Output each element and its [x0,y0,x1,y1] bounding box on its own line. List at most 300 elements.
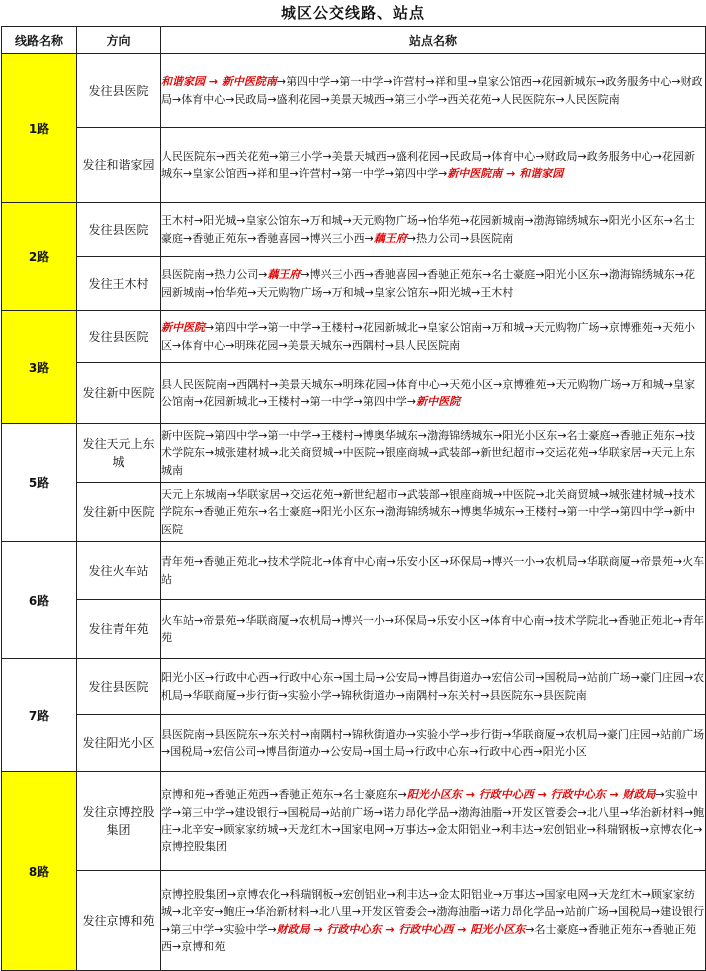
arrow-icon: → [309,905,319,919]
arrow-icon: → [427,905,437,919]
arrow-icon: → [439,149,450,163]
arrow-icon: → [353,321,363,335]
arrow-icon: → [650,727,661,741]
stop-name: 建设银行 [660,905,705,919]
arrow-icon: → [214,922,224,936]
stop-name: 美景天城东 [278,377,334,391]
stop-name: 实验小学 [287,688,332,702]
stop-name: 国税局 [170,745,204,758]
arrow-icon: → [480,613,490,627]
table-row [2,542,706,600]
arrow-icon: → [333,671,343,685]
stop-name: 国税局 [544,671,578,685]
arrow-icon: → [557,428,567,442]
stop-name: 体育中心南 [489,613,545,627]
arrow-icon: → [586,823,596,836]
arrow-icon: → [278,805,288,819]
stop-name: 公安局 [384,671,418,685]
arrow-icon: → [205,727,215,741]
arrow-icon: → [693,823,703,836]
stop-name: 豪门庄园 [606,727,651,741]
arrow-icon: → [630,671,640,685]
stop-name: 京博农化 [649,823,694,836]
arrow-icon: → [331,613,341,627]
arrow-icon: → [227,377,237,391]
arrow-icon: → [578,922,588,936]
stop-name: 王楼村 [524,505,558,519]
stop-name-highlighted: 新中医院 [416,395,461,408]
route-stops [161,311,706,363]
arrow-icon: → [639,823,650,836]
stop-name: 香驰喜园 [256,231,301,245]
stop-name: 祥和里 [256,167,290,180]
arrow-icon: → [381,922,399,936]
stop-name: 名士豪庭 [161,214,695,245]
arrow-icon: → [652,149,662,163]
arrow-icon: → [608,905,618,919]
stop-name: 政务服务中心 [605,75,672,89]
route-direction: 发往县医院 [77,311,161,363]
stop-name: 皇家公馆西 [192,167,248,180]
stop-name: 科瑞钢板 [289,887,334,901]
route-stops [161,363,706,424]
arrow-icon: → [320,805,330,819]
arrow-icon: → [438,92,448,106]
stop-name: 体育中心 [491,149,536,163]
arrow-icon: → [672,555,683,569]
route-line-name: 3路 [2,311,77,424]
stop-name: 热力公司 [416,231,461,245]
stop-name: 京博农化 [236,887,281,901]
arrow-icon: → [278,823,288,836]
arrow-icon: → [342,727,352,741]
stop-name: 技术学院北 [553,613,609,627]
arrow-icon: → [493,428,503,442]
stop-name: 帝景苑 [203,613,237,627]
arrow-icon: → [450,505,461,519]
stop-name: 体育中心 [181,338,226,352]
arrow-icon: → [333,788,343,802]
arrow-icon: → [205,428,215,442]
stop-name: 科瑞钢板 [595,823,640,836]
arrow-icon: → [227,487,237,501]
stop-name: 东关村 [447,688,481,702]
arrow-icon: → [482,268,492,282]
stop-name: 博兴一小 [491,555,536,569]
stop-name: 花园新城北 [203,395,259,408]
stop-name: 怡华苑 [427,214,461,228]
arrow-icon: → [386,887,396,901]
arrow-icon: → [353,395,363,408]
table-row [2,363,706,424]
arrow-icon: → [471,446,481,460]
stop-name: 国土局 [342,671,376,685]
stop-name: 国家电网 [340,823,385,836]
arrow-icon: → [216,149,226,163]
table-row [2,772,706,871]
arrow-icon: → [515,505,525,519]
arrow-icon: → [342,338,352,352]
arrow-icon: → [194,555,204,569]
stop-name: 京博控股集团 [161,840,227,854]
stop-name: 渤海油脂 [436,905,481,919]
arrow-icon: → [309,922,327,936]
stop-name: 新世纪超市 [480,446,536,460]
stop-name: 行政中心西 [214,671,270,685]
arrow-icon: → [619,805,629,819]
arrow-icon: → [577,555,587,569]
stop-name: 第四中学 [394,167,439,180]
route-stops [161,871,706,971]
arrow-icon: → [333,377,343,391]
stop-name: 鲍庄 [161,805,705,836]
stop-name: 名士豪庭 [534,922,579,936]
stop-name: 万和城 [491,321,525,335]
stop-name: 利丰达 [500,823,534,836]
arrow-icon: → [641,887,651,901]
arrow-icon: → [599,268,609,282]
stop-name: 县医院南 [161,727,205,741]
stop-name: 阳光小区 [161,671,205,685]
arrow-icon: → [256,745,266,758]
arrow-icon: → [183,167,193,180]
stop-name: 天元购物广场 [256,285,323,299]
stop-name: 县人民医院南 [161,377,227,391]
arrow-icon: → [438,167,448,180]
stop-name: 环保局 [394,613,428,627]
stop-name: 京博和苑 [161,788,205,802]
stop-name: 天元购物广场 [351,214,418,228]
stop-name: 第四中学 [214,428,259,442]
arrow-icon: → [247,285,257,299]
route-body [2,54,706,971]
arrow-icon: → [493,887,503,901]
arrow-icon: → [672,613,683,627]
stop-name: 北八里 [586,805,620,819]
stop-name: 乐安小区 [395,555,440,569]
arrow-icon: → [194,505,204,519]
arrow-icon: → [227,887,237,901]
arrow-icon: → [655,788,665,802]
stop-name: 宏创铝业 [342,887,387,901]
arrow-icon: → [439,555,450,569]
stop-name: 北八里 [318,905,352,919]
stop-name: 帝景苑 [639,555,673,569]
stop-name: 明珠花园 [342,377,387,391]
arrow-icon: → [205,788,215,802]
stop-name: 国家电网 [544,887,589,901]
stop-name: 火车站 [161,613,194,627]
arrow-icon: → [276,75,287,89]
arrow-icon: → [599,321,609,335]
arrow-icon: → [471,285,481,299]
arrow-icon: → [469,745,479,758]
stop-name: 步行街 [469,727,503,741]
stop-name: 国土局 [372,745,406,758]
table-row [2,203,706,257]
arrow-icon: → [236,613,246,627]
stop-name: 体育中心 [181,92,226,106]
stop-name: 怡华苑 [214,285,248,299]
stop-name: 许营村 [392,75,426,89]
stop-name: 青年苑 [161,613,705,644]
stop-name-highlighted: 财政局 [622,788,656,802]
stop-name: 博奥华城东 [460,505,516,519]
arrow-icon: → [280,887,290,901]
stop-name: 北关商贸城 [544,487,600,501]
stop-name: 新中医院 [161,428,205,442]
table-row [2,54,706,128]
route-direction: 发往京博和苑 [77,871,161,971]
arrow-icon: → [183,688,193,702]
stop-name: 农机局 [564,727,598,741]
arrow-icon: → [161,922,171,936]
arrow-icon: → [342,214,352,228]
stop-name: 华联商厦 [192,688,237,702]
arrow-icon: → [205,321,215,335]
stop-name: 农机局 [544,555,578,569]
stop-name-highlighted: 新中医院 [161,321,205,335]
stop-name: 人民医院南 [564,92,620,106]
stop-name: 西隅村 [351,338,385,352]
arrow-icon: → [397,788,407,802]
arrow-icon: → [161,745,171,758]
route-direction: 发往王木村 [77,257,161,311]
stop-name: 金太阳铝业 [438,887,494,901]
arrow-icon: → [172,939,182,953]
stop-name: 银座商城 [449,487,494,501]
stop-name: 王木村 [161,214,194,228]
stop-name: 第一中学 [309,395,354,408]
arrow-icon: → [205,75,222,89]
stop-name: 开发区管委会 [361,905,428,919]
arrow-icon: → [300,727,310,741]
arrow-icon: → [605,788,623,802]
stop-name: 财政局 [544,149,578,163]
route-direction: 发往京博控股集团 [77,772,161,871]
stop-name: 东关村 [267,727,301,741]
stop-name: 美景天城西 [331,149,387,163]
route-direction: 发往县医院 [77,659,161,715]
stop-name: 皇家公馆南 [427,321,483,335]
stop-name: 热力公司 [214,268,259,282]
arrow-icon: → [480,688,490,702]
arrow-icon: → [172,338,182,352]
stop-name: 南隅村 [309,727,343,741]
arrow-icon: → [449,805,459,819]
stop-name: 鲍庄 [223,905,246,919]
stop-name: 政务服务中心 [586,149,653,163]
stop-name: 第一中学 [340,167,385,180]
stop-name: 天元购物广场 [533,321,600,335]
arrow-icon: → [417,214,428,228]
route-stops [161,203,706,257]
stop-name: 交运花苑 [289,487,334,501]
arrow-icon: → [311,428,321,442]
arrow-icon: → [428,446,439,460]
arrow-icon: → [247,231,257,245]
arrow-icon: → [384,92,395,106]
stop-name: 锦秋街道办 [340,688,396,702]
stop-name: 农机局 [298,613,332,627]
stop-name: 阳光小区东 [544,268,600,282]
stop-name: 华治新材料 [254,905,310,919]
route-stops [161,424,706,483]
route-line-name: 8路 [2,772,77,971]
arrow-icon: → [531,75,542,89]
stop-name: 站前广场 [564,905,609,919]
arrow-icon: → [384,613,395,627]
stop-name: 香驰正苑东 [427,268,483,282]
route-line-name: 7路 [2,659,77,772]
stop-name: 香驰正苑东 [619,428,675,442]
stop-name: 县医院南 [542,688,587,702]
route-stops [161,600,706,659]
arrow-icon: → [172,823,182,836]
stop-name: 万事达 [394,823,428,836]
arrow-icon: → [395,688,406,702]
arrow-icon: → [533,823,543,836]
arrow-icon: → [258,555,268,569]
arrow-icon: → [525,922,535,936]
arrow-icon: → [331,167,341,180]
table-row [2,424,706,483]
arrow-icon: → [331,823,341,836]
arrow-icon: → [384,823,395,836]
arrow-icon: → [203,745,213,758]
stop-name: 天元上东城南 [161,446,695,477]
stop-name: 城张建材城 [214,446,270,460]
stop-name: 天龙红木 [597,887,642,901]
stop-name-highlighted: 行政中心西 [478,788,534,802]
arrow-icon: → [674,268,684,282]
stop-name: 美景天城东 [287,338,343,352]
arrow-icon: → [375,671,385,685]
table-row [2,871,706,971]
stop-name: 县医院东 [214,727,259,741]
arrow-icon: → [397,487,407,501]
stop-name: 行政中心东 [278,671,334,685]
route-stops [161,772,706,871]
arrow-icon: → [269,788,279,802]
table-row [2,659,706,715]
stop-name: 渤海锦绣城东 [533,214,600,228]
arrow-icon: → [269,377,279,391]
stop-name: 诺力昂化学品 [489,905,556,919]
stop-name: 渤海锦绣城东 [608,268,675,282]
stop-name: 技术学院东 [161,428,695,460]
arrow-icon: → [225,805,235,819]
stop-name: 豪门庄园 [639,671,684,685]
arrow-icon: → [386,377,396,391]
arrow-icon: → [577,149,587,163]
arrow-icon: → [194,395,204,408]
arrow-icon: → [535,268,545,282]
arrow-icon: → [535,887,545,901]
arrow-icon: → [375,505,385,519]
arrow-icon: → [577,671,587,685]
stop-name: 县医院南 [469,231,514,245]
stop-name: 香驰正苑西 [214,788,270,802]
stop-name: 阳光城 [438,285,472,299]
arrow-icon: → [311,321,321,335]
route-stops [161,715,706,772]
route-line-name: 6路 [2,542,77,659]
stop-name: 天元购物广场 [555,377,622,391]
arrow-icon: → [331,688,341,702]
stop-name: 华联商厦 [586,555,631,569]
stop-name: 渤海油脂 [458,805,503,819]
stop-name: 京博雅苑 [502,377,547,391]
table-row [2,600,706,659]
stop-name: 华联商厦 [511,727,556,741]
arrow-icon: → [375,446,385,460]
arrow-icon: → [641,446,651,460]
stop-name: 锦秋街道办 [351,727,407,741]
arrow-icon: → [428,285,439,299]
arrow-icon: → [205,268,215,282]
route-stops [161,257,706,311]
stop-name: 天龙红木 [287,823,332,836]
arrow-icon: → [322,149,332,163]
stop-name: 香驰正苑东 [203,505,259,519]
stop-name: 国税局 [287,805,321,819]
arrow-icon: → [289,613,299,627]
stop-name: 顾家家纺城 [223,823,279,836]
stop-name: 第三小学 [394,92,439,106]
stop-name: 利丰达 [395,887,429,901]
stop-name: 第一中学 [267,321,312,335]
arrow-icon: → [258,321,268,335]
arrow-icon: → [300,395,310,408]
stop-name: 步行街 [245,688,279,702]
stop-name: 武装部 [406,487,440,501]
route-direction: 发往青年苑 [77,600,161,659]
arrow-icon: → [683,671,694,685]
arrow-icon: → [205,671,215,685]
arrow-icon: → [320,92,330,106]
arrow-icon: → [599,214,609,228]
stop-name: 香驰正苑西 [161,922,696,953]
arrow-icon: → [406,727,417,741]
route-stops [161,659,706,715]
arrow-icon: → [289,167,299,180]
stop-name: 第四中学 [619,505,664,519]
stop-name: 技术学院东 [161,487,695,519]
stop-name-highlighted: 行政中心东 [326,922,382,936]
arrow-icon: → [663,505,673,519]
arrow-icon: → [467,75,477,89]
arrow-icon: → [555,727,565,741]
stop-name: 行政中心西 [478,745,534,758]
stop-name: 第三中学 [170,922,215,936]
page-title: 城区公交线路、站点 [280,4,425,22]
arrow-icon: → [194,214,204,228]
stop-name: 新中医院 [161,505,695,536]
stop-name: 皇家公馆西 [476,75,532,89]
stop-name: 站前广场 [329,805,374,819]
stop-name: 北辛安 [181,905,215,919]
stop-name-highlighted: 阳光小区东 [470,922,526,936]
arrow-icon: → [491,92,501,106]
arrow-icon: → [351,905,362,919]
arrow-icon: → [333,487,343,501]
header-direction: 方向 [77,27,161,54]
stop-name: 香驰正苑东 [278,788,334,802]
stop-name: 西隅村 [236,377,270,391]
stop-name: 王木村 [480,285,514,299]
arrow-icon: → [300,268,310,282]
